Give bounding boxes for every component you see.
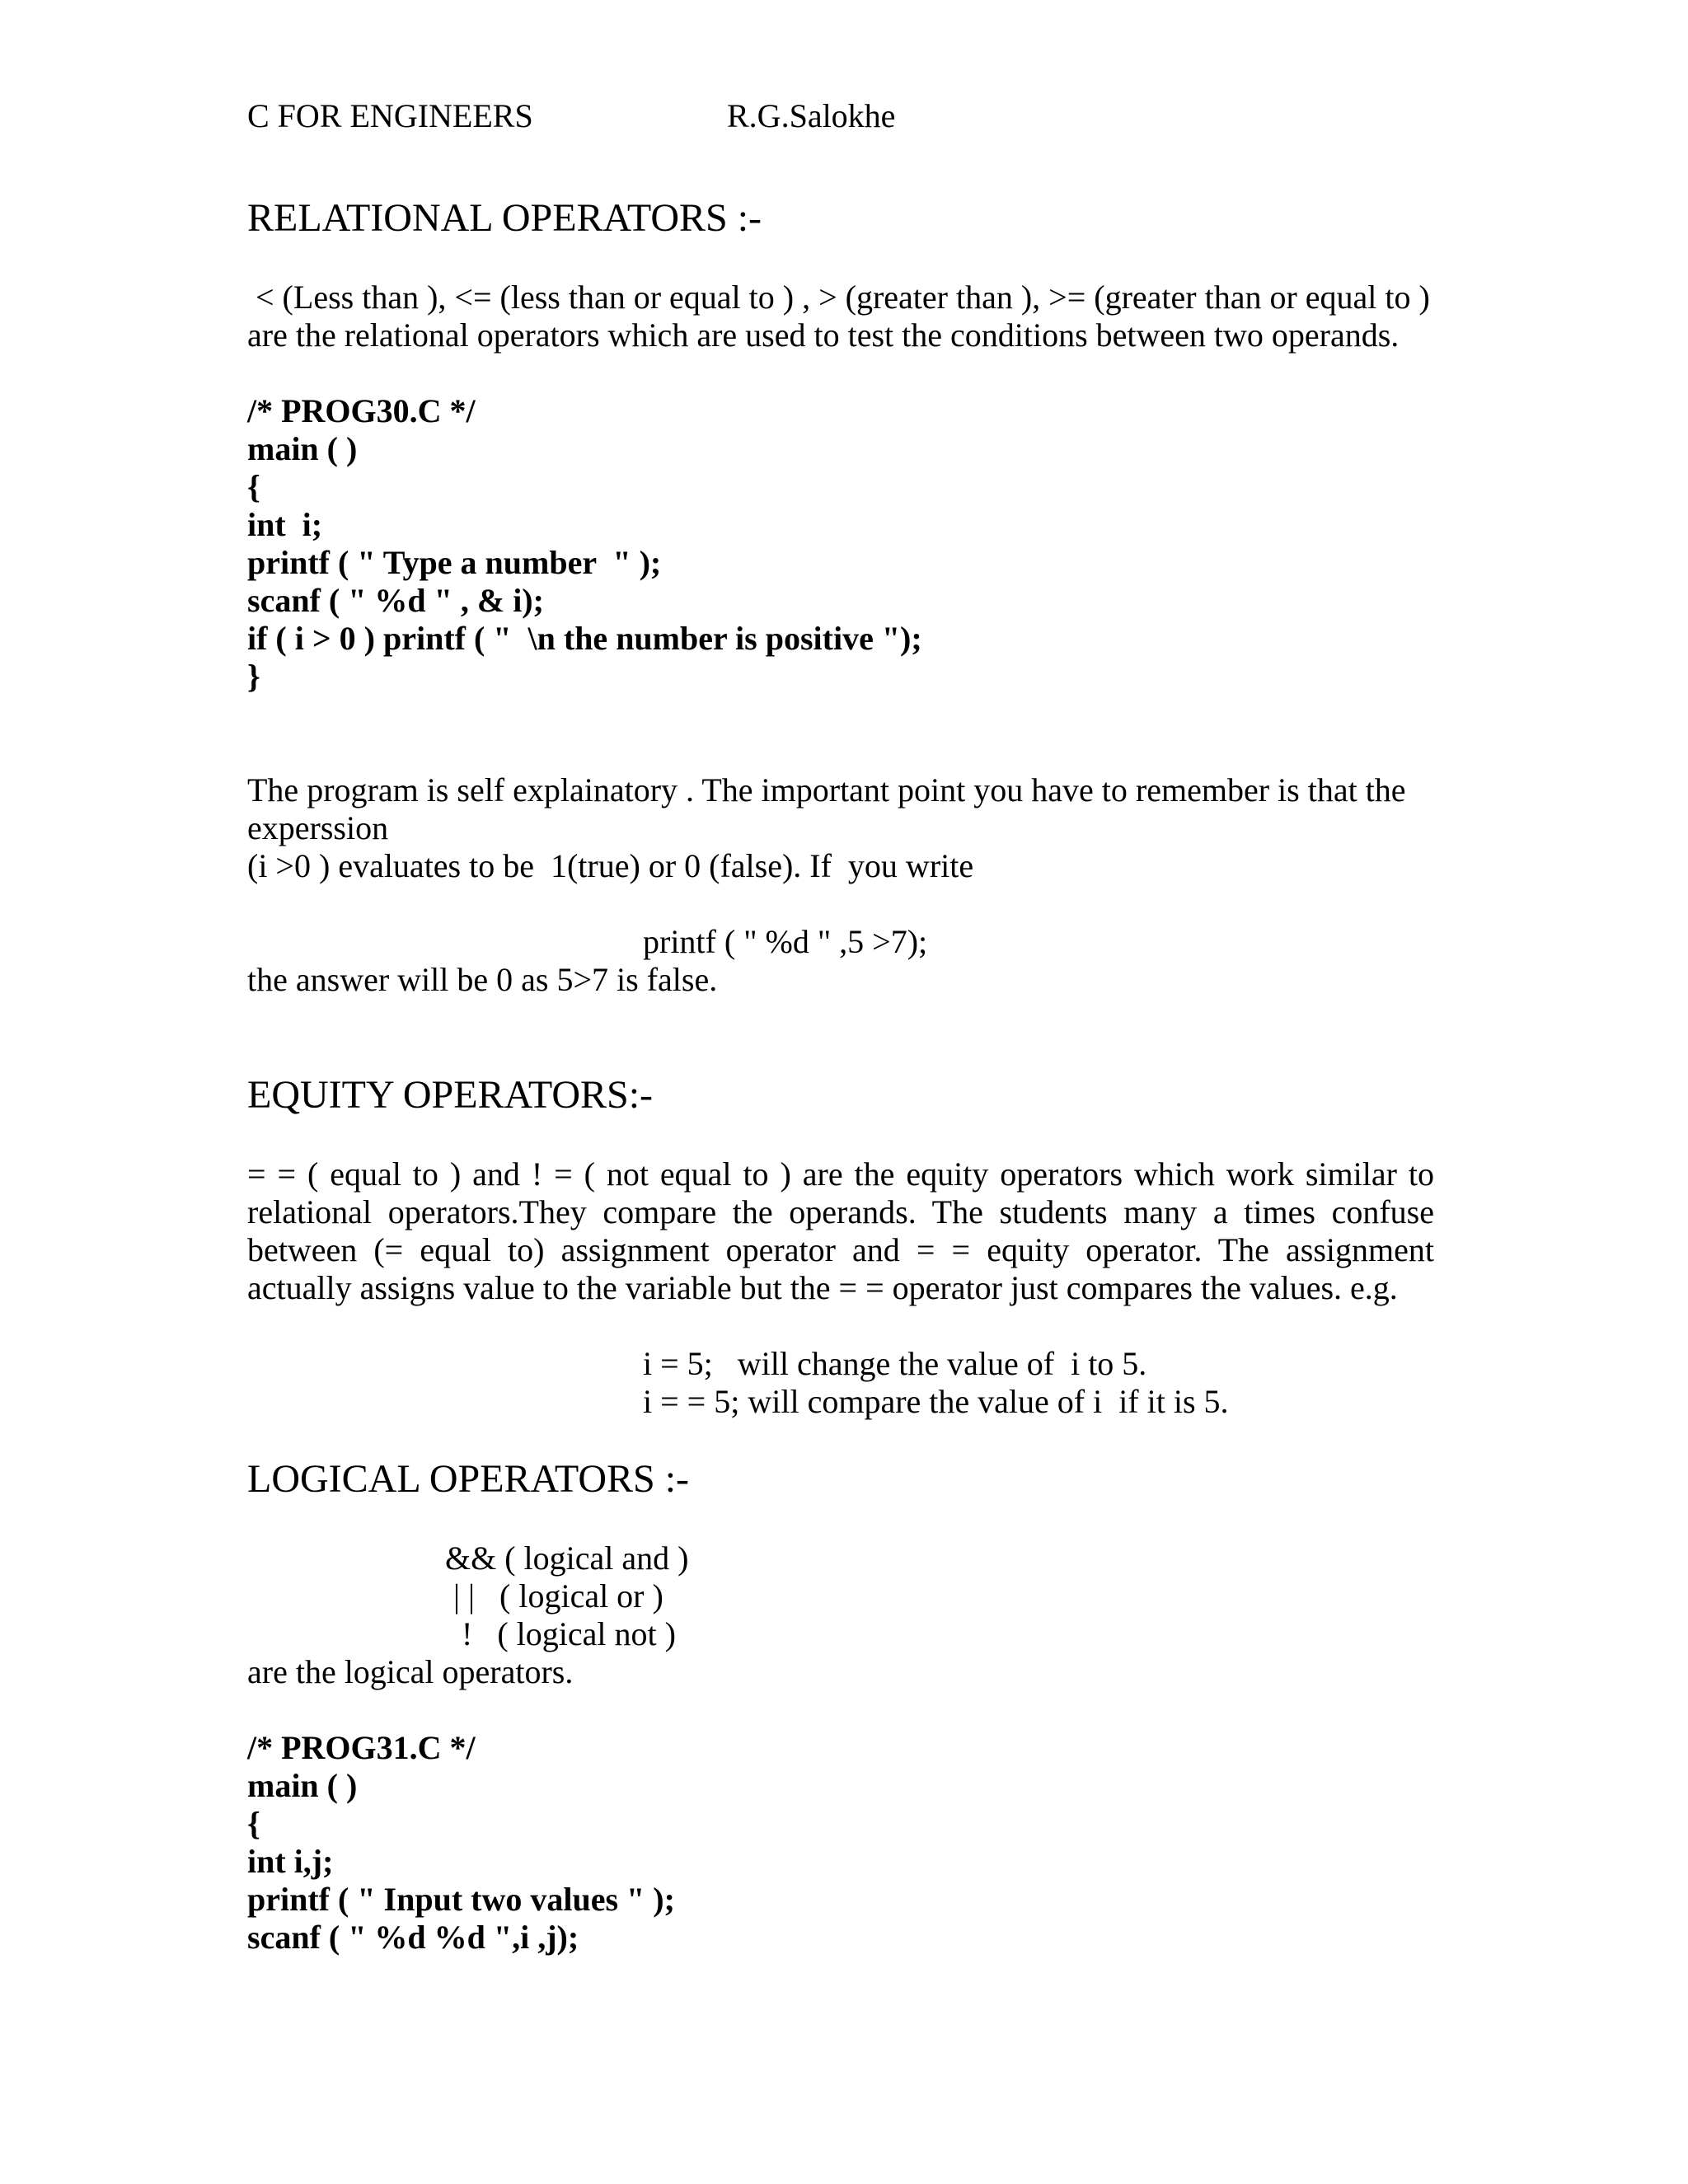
code-line: main ( )	[247, 430, 358, 467]
code-line: /* PROG30.C */	[247, 392, 476, 429]
code-line: /* PROG31.C */	[247, 1729, 476, 1766]
code-line: }	[247, 658, 260, 695]
equity-example: i = 5; will change the value of i to 5.	[643, 1345, 1147, 1382]
code-line: int i,j;	[247, 1843, 334, 1880]
code-line: if ( i > 0 ) printf ( " \n the number is positive ");	[247, 620, 922, 657]
equity-example: i = = 5; will compare the value of i if it is 5.	[643, 1383, 1229, 1420]
equity-paragraph-line: between (= equal to) assignment operator and = = equity operator. The assignment	[247, 1231, 1434, 1268]
section-heading-logical: LOGICAL OPERATORS :-	[247, 1457, 690, 1501]
example-code: printf ( " %d " ,5 >7);	[643, 923, 928, 960]
logical-operator-item: | | ( logical or )	[445, 1577, 663, 1615]
code-line: {	[247, 1805, 260, 1842]
equity-paragraph-line: actually assigns value to the variable but the = = operator just compares the values. e.g.	[247, 1269, 1398, 1306]
relational-intro-line: < (Less than ), <= (less than or equal to ) , > (greater than ), >= (greater than or equal to )	[247, 279, 1430, 316]
logical-operator-item: ! ( logical not )	[445, 1615, 676, 1652]
code-line: int i;	[247, 506, 323, 543]
logical-conclusion: are the logical operators.	[247, 1653, 574, 1690]
example-result: the answer will be 0 as 5>7 is false.	[247, 961, 718, 998]
code-line: printf ( " Input two values " );	[247, 1881, 675, 1918]
section-heading-equity: EQUITY OPERATORS:-	[247, 1073, 654, 1117]
code-line: {	[247, 468, 260, 505]
explanation-line: experssion	[247, 809, 389, 846]
equity-paragraph-line: relational operators.They compare the operands. The students many a times confuse	[247, 1193, 1434, 1230]
code-line: scanf ( " %d %d ",i ,j);	[247, 1919, 579, 1956]
code-line: printf ( " Type a number " );	[247, 544, 662, 581]
running-header-title: C FOR ENGINEERS	[247, 97, 533, 134]
explanation-line: (i >0 ) evaluates to be 1(true) or 0 (false). If you write	[247, 847, 974, 884]
code-line: scanf ( " %d " , & i);	[247, 582, 544, 619]
equity-paragraph-line: = = ( equal to ) and ! = ( not equal to ) are the equity operators which work similar to	[247, 1155, 1434, 1193]
code-line: main ( )	[247, 1767, 358, 1804]
section-heading-relational: RELATIONAL OPERATORS :-	[247, 196, 762, 240]
logical-operator-item: && ( logical and )	[445, 1540, 689, 1577]
relational-intro-line: are the relational operators which are used to test the conditions between two operands.	[247, 316, 1400, 354]
running-header-author: R.G.Salokhe	[727, 97, 896, 134]
explanation-line: The program is self explainatory . The important point you have to remember is that the	[247, 771, 1406, 808]
